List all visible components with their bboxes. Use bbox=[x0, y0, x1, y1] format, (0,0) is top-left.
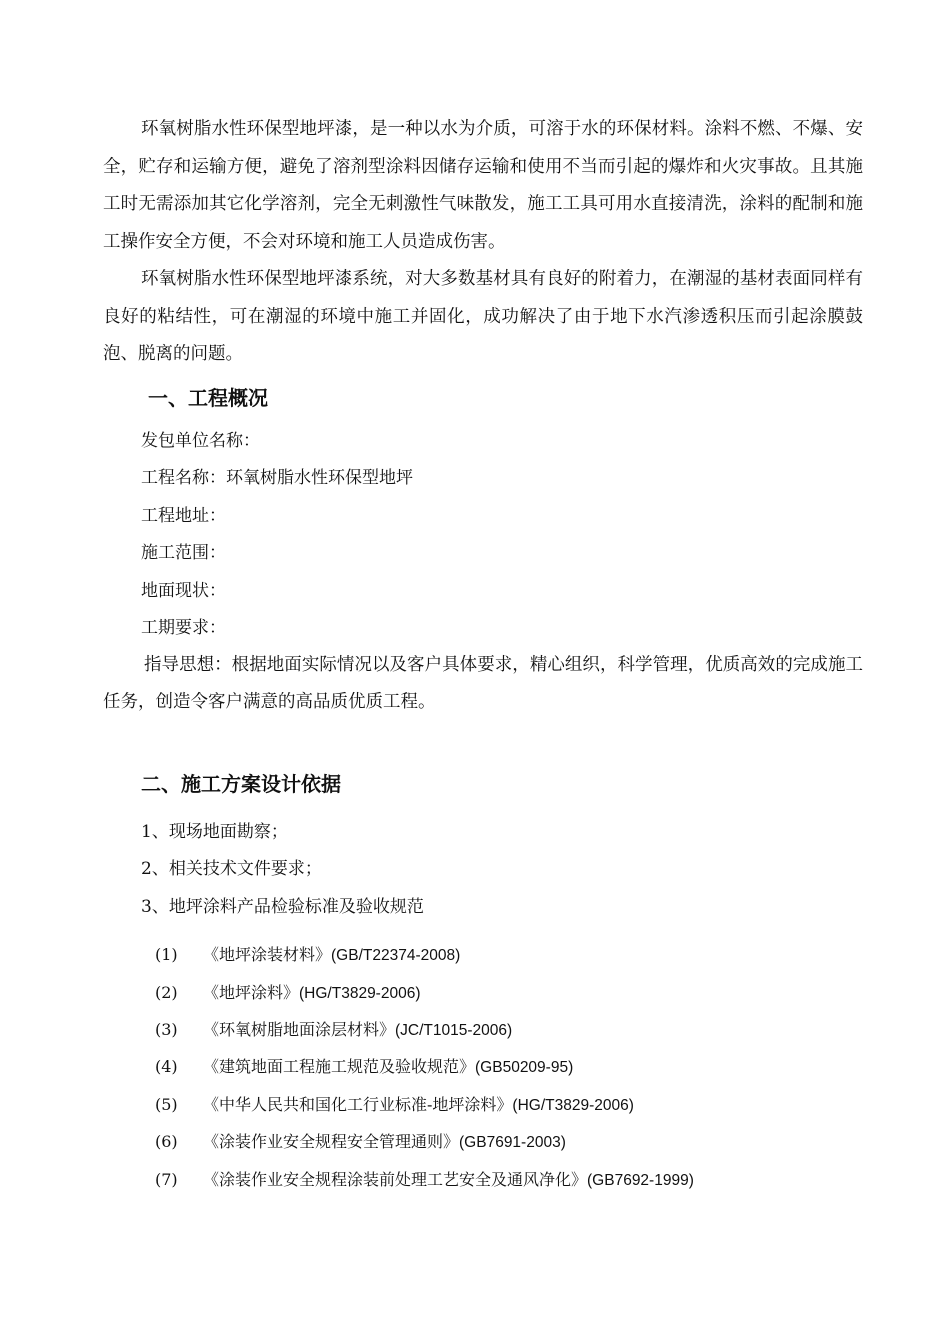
item-project-address: 工程地址： bbox=[141, 506, 226, 526]
standard-item bbox=[141, 943, 460, 968]
standard-item bbox=[141, 1018, 512, 1043]
standard-number: (2) bbox=[155, 983, 178, 1002]
standard-name: 《涂装作业安全规程涂装前处理工艺安全及通风净化》 bbox=[203, 1170, 588, 1189]
basis-item-2: 2、相关技术文件要求； bbox=[141, 859, 322, 879]
intro-paragraph-2: 环氧树脂水性环保型地坪漆系统，对大多数基材具有良好的附着力，在潮湿的基材表面同样有良好的粘结性，可在潮湿的环境中施工并固化，成功解决了由于地下水汽渗透积压而引起涂膜鼓泡、脱离的问题。 bbox=[103, 269, 863, 364]
item-ground-status: 地面现状： bbox=[141, 581, 226, 601]
standard-number: (7) bbox=[155, 1170, 178, 1189]
standard-item bbox=[141, 1093, 634, 1118]
standard-code: (HG/T3829-2006) bbox=[299, 985, 421, 1002]
standard-code: (GB50209-95) bbox=[475, 1059, 574, 1076]
section1-title: 一、工程概况 bbox=[148, 386, 268, 410]
standard-code: (GB/T22374-2008) bbox=[331, 947, 461, 964]
standard-code: (GB7692-1999) bbox=[587, 1172, 694, 1189]
standard-code: (JC/T1015-2006) bbox=[395, 1022, 513, 1039]
guiding-principle-text: 指导思想：根据地面实际情况以及客户具体要求，精心组织，科学管理，优质高效的完成施工任务，创造令客户满意的高品质优质工程。 bbox=[103, 655, 863, 712]
guiding-principle bbox=[103, 647, 863, 721]
standard-name: 《涂装作业安全规程安全管理通则》 bbox=[203, 1132, 460, 1151]
standard-code: (GB7691-2003) bbox=[459, 1134, 566, 1151]
standard-item bbox=[141, 1130, 566, 1155]
standard-number: (5) bbox=[155, 1095, 178, 1114]
standard-name: 《地坪涂料》 bbox=[203, 983, 300, 1002]
standard-item bbox=[141, 981, 421, 1006]
standard-name: 《中华人民共和国化工行业标准-地坪涂料》 bbox=[203, 1095, 513, 1114]
standard-name: 《地坪涂装材料》 bbox=[203, 945, 332, 964]
item-project-name: 工程名称：环氧树脂水性环保型地坪 bbox=[141, 468, 413, 488]
standard-name: 《环氧树脂地面涂层材料》 bbox=[203, 1020, 396, 1039]
standard-code: (HG/T3829-2006) bbox=[512, 1097, 634, 1114]
item-schedule: 工期要求： bbox=[141, 618, 226, 638]
intro-paragraph-1: 环氧树脂水性环保型地坪漆，是一种以水为介质，可溶于水的环保材料。涂料不燃、不爆、安全，贮存和运输方便，避免了溶剂型涂料因储存运输和使用不当而引起的爆炸和火灾事故。且其施工时无需添加其它化学溶剂，完全无刺激性气味散发，施工工具可用水直接清洗，涂料的配制和施工操作安全方便，不会对环境和施工人员造成伤害。 bbox=[103, 119, 863, 252]
basis-item-1: 1、现场地面勘察； bbox=[141, 822, 288, 842]
standard-number: (6) bbox=[155, 1132, 178, 1151]
standard-number: (3) bbox=[155, 1020, 178, 1039]
standard-item bbox=[141, 1168, 694, 1193]
standard-item bbox=[141, 1055, 573, 1080]
standard-number: (4) bbox=[155, 1057, 178, 1076]
item-contractor: 发包单位名称： bbox=[141, 431, 260, 451]
basis-item-3: 3、地坪涂料产品检验标准及验收规范 bbox=[141, 897, 424, 917]
standard-name: 《建筑地面工程施工规范及验收规范》 bbox=[203, 1057, 476, 1076]
item-construction-scope: 施工范围： bbox=[141, 543, 226, 563]
section2-title: 二、施工方案设计依据 bbox=[141, 772, 341, 796]
standard-number: (1) bbox=[155, 945, 178, 964]
intro-text bbox=[103, 111, 863, 374]
